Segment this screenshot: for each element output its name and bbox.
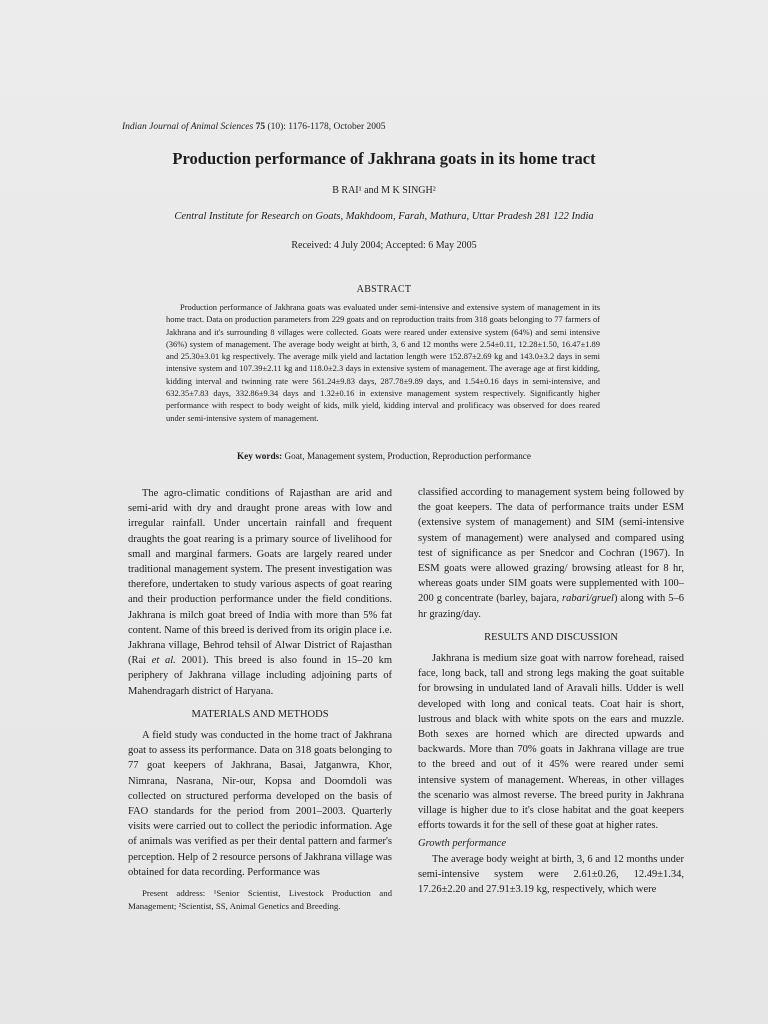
- keywords: [0, 451, 768, 461]
- intro-text-b: 2001). This breed is also found in 15–20 km periphery of Jakhrana village including adjoining parts of Mahendragarh district of Haryana.: [128, 655, 392, 697]
- growth-subheading: Growth performance: [418, 838, 506, 850]
- right-column: [418, 485, 684, 897]
- paper-title: Production performance of Jakhrana goats in its home tract: [172, 149, 596, 168]
- journal-issue-pages: (10): 1176-1178, October 2005: [267, 122, 386, 132]
- paper-affiliation: Central Institute for Research on Goats, Makhdoom, Farah, Mathura, Uttar Pradesh 281 122 India: [174, 211, 594, 222]
- journal-citation: [122, 122, 386, 132]
- growth-paragraph: The average body weight at birth, 3, 6 and 12 months under semi-intensive system were 2.61±0.26, 12.49±1.34, 17.26±2.20 and 27.91±3.19 kg, respectively, which were: [418, 853, 684, 896]
- journal-name: Indian Journal of Animal Sciences: [122, 122, 254, 132]
- abstract-text: Production performance of Jakhrana goats was evaluated under semi-intensive and extensive system of management in its home tract. Data on production parameters from 229 goats and on reproduction traits from 318 goats belonging to 77 farmers of Jakhrana and it's surrounding 8 villages were collected. Goats were reared under extensive system (64%) and semi intensive (36%) system of management. The average body weight at birth, 3, 6 and 12 months were 2.54±0.11, 12.28±1.50, 16.47±1.89 and 25.30±3.01 kg respectively. The average milk yield and lactation length were 152.87±2.69 kg and 143.0±3.2 days in semi intensive system and 107.39±2.11 kg and 118.0±2.3 days in extensive system of management. The average age at first kidding, kidding interval and twinning rate were 561.24±9.83 days, 287.78±9.89 days, and 1.54±0.16 days in semi-intensive, and 632.35±7.83 days, 332.86±9.34 days and 1.32±0.16 in extensive management system respectively. Significantly higher performance with respect to body weight of kids, milk yield, kidding interval and prolificacy was observed for does reared under semi-intensive system of management.: [166, 302, 600, 423]
- intro-text-a: The agro-climatic conditions of Rajasthan are arid and semi-arid with dry and draught prone areas with low and irregular rainfall. Under uncertain rainfall and frequent draughts the goat rearing is a primary source of livelihood for small and marginal farmers. Goats are largely reared under traditional management system. The present investigation was therefore, undertaken to study various aspects of goat rearing and their production performance under the field conditions. Jakhrana is milch goat breed of India with more than 5% fat content. Name of this breed is derived from its origin place i.e. Jakhrana village, Behrod tehsil of Alwar District of Rajasthan (Rai: [128, 488, 392, 667]
- abstract-heading: ABSTRACT: [356, 284, 412, 295]
- intro-paragraph: [128, 486, 392, 699]
- address-footnote: Present address: ¹Senior Scientist, Livestock Production and Management; ²Scientist, SS, Animal Genetics and Breeding.: [128, 888, 392, 912]
- keywords-text: Goat, Management system, Production, Reproduction performance: [284, 451, 531, 461]
- paper-dates: Received: 4 July 2004; Accepted: 6 May 2005: [291, 240, 477, 251]
- results-paragraph: Jakhrana is medium size goat with narrow forehead, raised face, long back, tall and strong legs making the goat suitable for browsing in undulated land of Aravali hills. Udder is well developed with long and conical teats. Coat hair is short, lustrous and black with white spots on the ears and muzzle. Both sexes are horned which are directed upwards and backwards. More than 70% goats in Jakhrana village are true to the breed and out of it 45% were reared under semi intensive system of management. Whereas, in other villages the scenario was almost reverse. The breed purity in Jakhrana village is higher due to it's close habitat and the goat keepers efforts towards it for the sell of these goat at higher rates.: [418, 653, 684, 832]
- methods-heading: MATERIALS AND METHODS: [191, 708, 329, 720]
- paper-authors: B RAI¹ and M K SINGH²: [332, 185, 436, 196]
- left-column: [128, 486, 392, 913]
- intro-etal: et al.: [151, 655, 176, 667]
- journal-volume: 75: [255, 122, 266, 132]
- results-heading: RESULTS AND DISCUSSION: [484, 631, 618, 643]
- methods-cont-text-b: ) along with 5–6 hr grazing/day.: [418, 593, 684, 620]
- keywords-label: Key words:: [237, 451, 283, 461]
- methods-cont-text-a: classified according to management system being followed by the goat keepers. The data of performance traits under ESM (extensive system of management) and SIM (semi-intensive system of management) were analysed and compared using test of significance as per Snedcor and Cochran (1967). In ESM goats were allowed grazing/ browsing atleast for 8 hr, whereas goats under SIM goats were supplemented with 100–200 g concentrate (barley, bajara,: [418, 487, 684, 605]
- methods-continued-paragraph: [418, 485, 684, 622]
- methods-paragraph: A field study was conducted in the home tract of Jakhrana goat to assess its performance. Data on 318 goats belonging to 77 goat keepers of Jakhrana, Basai, Jatganwra, Khor, Nimrana, Nasrana, Nir‐our, Kopsa and Doomdoli was collected on structured performa developed on the basis of FAO standards for the period from 2001–2003. Quarterly visits were carried out to collect the periodic information. Age of animals was verified as per their dental pattern and farmer's perception. Help of 2 resource persons of Jakhrana village was obtained for data recording. Performance was: [128, 730, 392, 878]
- methods-cont-italic: rabari/gruel: [562, 593, 614, 605]
